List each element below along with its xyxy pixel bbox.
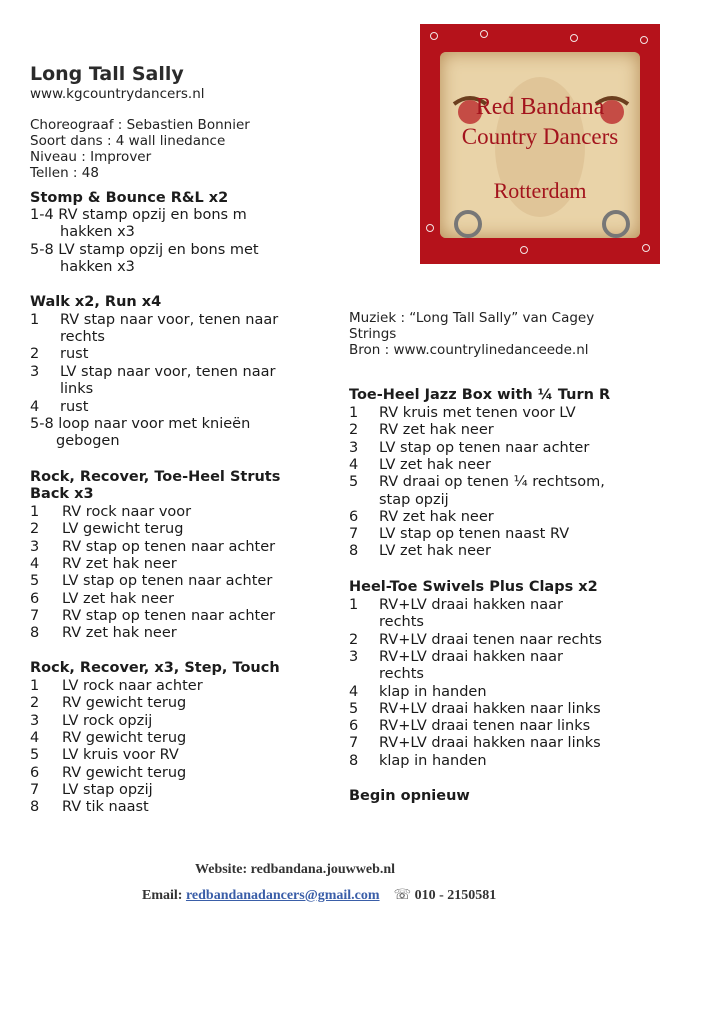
list-item: 1 LV rock naar achter <box>30 678 203 694</box>
list-item: 1-4 RV stamp opzij en bons m <box>30 207 247 223</box>
section-heading: Walk x2, Run x4 <box>30 294 162 310</box>
list-item: 4 RV gewicht terug <box>30 729 187 746</box>
music-info-cont: Strings <box>349 326 397 342</box>
list-item-cont: stap opzij <box>379 491 449 508</box>
section-heading: Toe-Heel Jazz Box with ¼ Turn R <box>349 387 611 403</box>
list-item: 5 LV kruis voor RV <box>30 747 179 764</box>
meta-choreographer: Choreograaf : Sebastien Bonnier <box>30 117 250 133</box>
list-item: 2 RV zet hak neer <box>349 422 494 439</box>
list-item: 6 LV zet hak neer <box>30 590 174 607</box>
list-item: 4 rust <box>30 399 89 415</box>
list-item: 5-8 LV stamp opzij en bons met <box>30 242 259 258</box>
music-source: Bron : www.countrylinedanceede.nl <box>349 342 589 358</box>
email-label: Email: <box>142 888 183 903</box>
logo-line-3: Rotterdam <box>493 178 587 203</box>
list-item: 1 RV stap naar voor, tenen naar <box>30 312 279 328</box>
list-item: 8 RV zet hak neer <box>30 625 177 642</box>
list-item: 1 RV+LV draai hakken naar <box>349 597 563 613</box>
section-heading: Heel-Toe Swivels Plus Claps x2 <box>349 579 598 595</box>
section-heading: Rock, Recover, x3, Step, Touch <box>30 660 280 676</box>
section-heading: Stomp & Bounce R&L x2 <box>30 190 229 206</box>
list-item: 6 RV gewicht terug <box>30 764 187 781</box>
list-item: 4 LV zet hak neer <box>349 456 491 473</box>
meta-dance-type: Soort dans : 4 wall linedance <box>30 133 226 149</box>
list-item: 3 LV rock opzij <box>30 712 153 729</box>
list-item-cont: gebogen <box>56 433 120 449</box>
list-item-cont: rechts <box>60 329 105 345</box>
section-heading: Rock, Recover, Toe-Heel Struts <box>30 469 281 485</box>
list-item-cont: rechts <box>379 666 424 683</box>
list-item: 8 klap in handen <box>349 752 487 769</box>
email-link[interactable]: redbandanadancers@gmail.com <box>185 888 380 903</box>
list-item: 3 LV stap naar voor, tenen naar <box>30 364 276 380</box>
list-item: 1 RV kruis met tenen voor LV <box>349 405 576 421</box>
ending-note: Begin opnieuw <box>349 788 470 804</box>
meta-level: Niveau : Improver <box>30 149 152 165</box>
list-item-cont: links <box>60 381 94 397</box>
list-item-cont: rechts <box>379 614 424 631</box>
list-item: 3 LV stap op tenen naar achter <box>349 439 590 456</box>
list-item: 2 RV+LV draai tenen naar rechts <box>349 631 602 648</box>
logo-line-2: Country Dancers <box>461 124 619 149</box>
footer-website: Website: redbandana.jouwweb.nl <box>195 862 396 877</box>
list-item: 7 RV+LV draai hakken naar links <box>349 735 601 752</box>
list-item: 5 RV draai op tenen ¼ rechtsom, <box>349 474 605 491</box>
list-item: 2 LV gewicht terug <box>30 521 184 538</box>
list-item: 6 RV zet hak neer <box>349 508 494 525</box>
list-item: 5 LV stap op tenen naar achter <box>30 573 273 590</box>
list-item-cont: hakken x3 <box>60 224 135 240</box>
red-bandana-logo <box>420 24 660 264</box>
page-title: Long Tall Sally <box>30 63 184 85</box>
phone-number: 010 - 2150581 <box>414 888 497 903</box>
list-item: 4 klap in handen <box>349 683 487 700</box>
list-item: 7 LV stap op tenen naast RV <box>349 526 570 543</box>
list-item: 5 RV+LV draai hakken naar links <box>349 700 601 717</box>
list-item: 3 RV+LV draai hakken naar <box>349 648 563 665</box>
meta-counts: Tellen : 48 <box>30 165 99 181</box>
source-website: www.kgcountrydancers.nl <box>30 86 205 102</box>
music-info: Muziek : “Long Tall Sally” van Cagey <box>349 310 595 326</box>
list-item: 5-8 loop naar voor met knieën <box>30 416 251 432</box>
list-item: 1 RV rock naar voor <box>30 504 192 520</box>
list-item: 7 LV stap opzij <box>30 781 153 798</box>
list-item: 3 RV stap op tenen naar achter <box>30 538 276 555</box>
list-item: 8 LV zet hak neer <box>349 543 491 560</box>
list-item: 4 RV zet hak neer <box>30 555 177 572</box>
list-item: 2 RV gewicht terug <box>30 695 187 712</box>
list-item: 8 RV tik naast <box>30 799 149 816</box>
parchment-panel <box>440 52 640 238</box>
phone-icon: ☏ <box>393 888 412 903</box>
list-item: 2 rust <box>30 346 89 362</box>
list-item: 7 RV stap op tenen naar achter <box>30 607 276 624</box>
list-item-cont: hakken x3 <box>60 259 135 275</box>
logo-line-1: Red Bandana <box>475 94 605 120</box>
section-heading-cont: Back x3 <box>30 486 94 502</box>
list-item: 6 RV+LV draai tenen naar links <box>349 718 591 735</box>
footer-contact <box>142 887 496 904</box>
